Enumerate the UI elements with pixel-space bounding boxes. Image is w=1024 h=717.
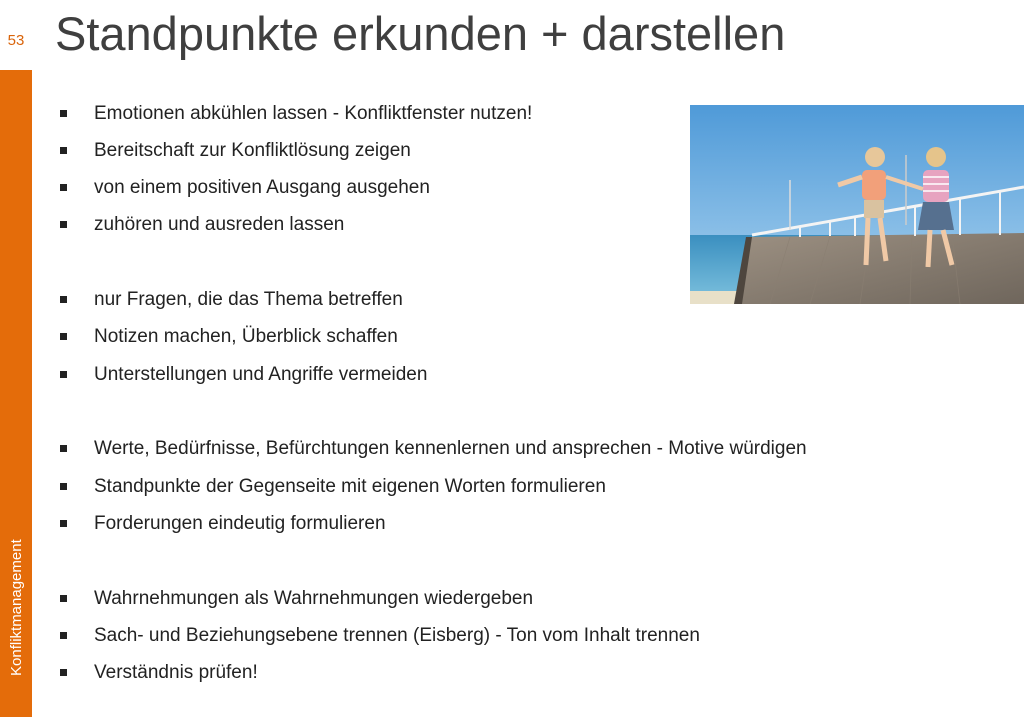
bullet-text: Standpunkte der Gegenseite mit eigenen Worten formulieren xyxy=(94,476,606,497)
bullet-text: Notizen machen, Überblick schaffen xyxy=(94,326,398,347)
bullet-text: Werte, Bedürfnisse, Befürchtungen kennenlernen und ansprechen - Motive würdigen xyxy=(94,438,807,459)
bullet-square-icon xyxy=(60,520,67,527)
bullet-square-icon xyxy=(60,371,67,378)
bullet-square-icon xyxy=(60,632,67,639)
bullet-text: Verständnis prüfen! xyxy=(94,662,258,683)
bullet-square-icon xyxy=(60,483,67,490)
bullet-square-icon xyxy=(60,110,67,117)
photo-children-on-pier xyxy=(690,105,1024,304)
bullet-text: von einem positiven Ausgang ausgehen xyxy=(94,177,430,198)
bullet-square-icon xyxy=(60,184,67,191)
slide-number: 53 xyxy=(7,32,25,49)
side-label: Konfliktmanagement xyxy=(8,539,25,676)
bullet-text: Emotionen abkühlen lassen - Konfliktfenster nutzen! xyxy=(94,103,533,124)
bullet-text: Unterstellungen und Angriffe vermeiden xyxy=(94,364,428,385)
bullet-text: nur Fragen, die das Thema betreffen xyxy=(94,289,403,310)
bullet-square-icon xyxy=(60,669,67,676)
bullet-square-icon xyxy=(60,296,67,303)
bullet-text: Forderungen eindeutig formulieren xyxy=(94,513,386,534)
bullet-text: zuhören und ausreden lassen xyxy=(94,214,345,235)
bullet-square-icon xyxy=(60,147,67,154)
bullet-square-icon xyxy=(60,221,67,228)
bullet-square-icon xyxy=(60,445,67,452)
bullet-square-icon xyxy=(60,595,67,602)
bullet-text: Bereitschaft zur Konfliktlösung zeigen xyxy=(94,140,411,161)
bullet-square-icon xyxy=(60,333,67,340)
bullet-text: Wahrnehmungen als Wahrnehmungen wiedergeben xyxy=(94,588,534,609)
bullet-text: Sach- und Beziehungsebene trennen (Eisberg) - Ton vom Inhalt trennen xyxy=(94,625,700,646)
slide-title: Standpunkte erkunden + darstellen xyxy=(55,7,786,60)
